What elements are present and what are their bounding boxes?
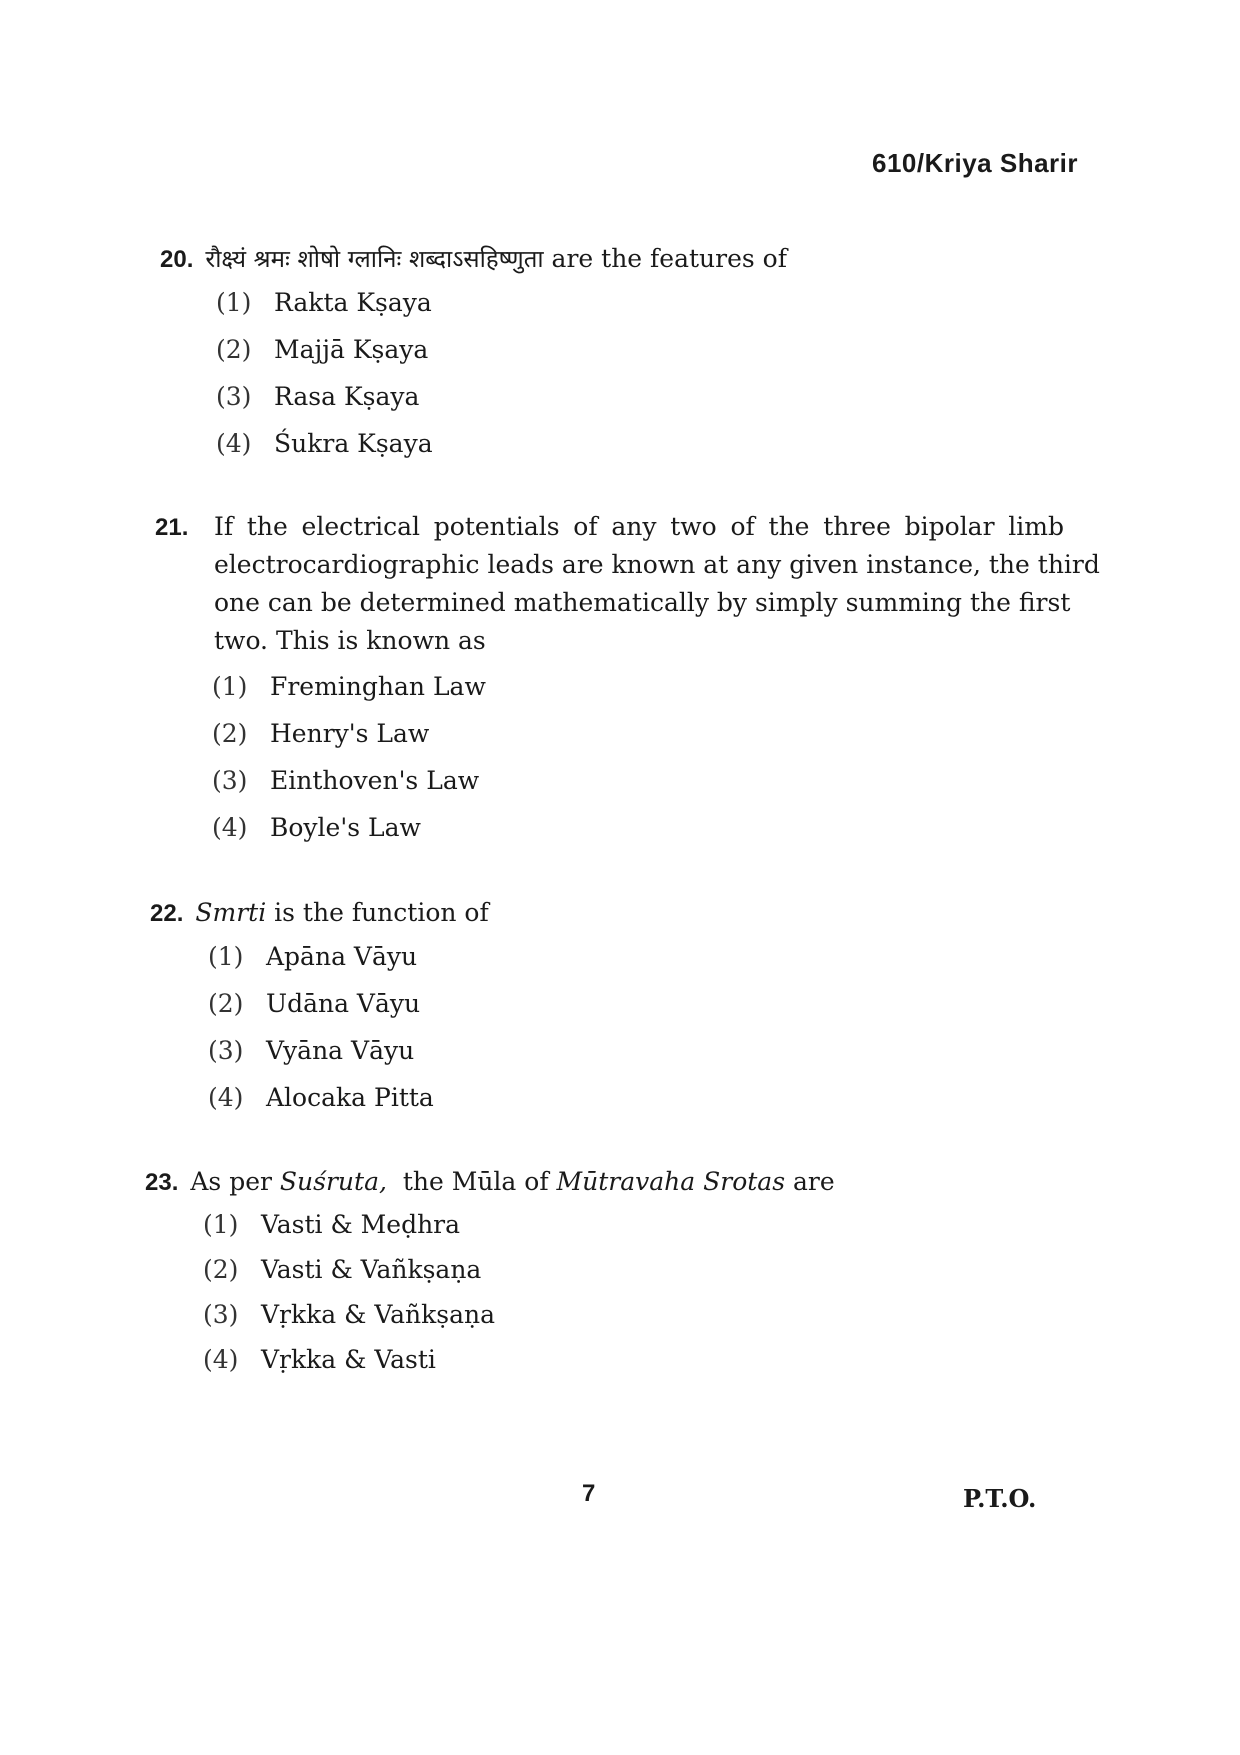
question-italic-term: Suśruta,	[279, 1167, 387, 1196]
option-2	[203, 1253, 481, 1287]
option-number: (2)	[212, 719, 248, 748]
option-3	[203, 1298, 495, 1332]
option-number: (4)	[208, 1083, 244, 1112]
option-2	[216, 333, 428, 367]
please-turn-over: P.T.O.	[963, 1484, 1037, 1513]
question-text-line: electrocardiographic leads are known at any given instance, the third	[214, 550, 1100, 579]
question-text: is the function of	[274, 898, 489, 927]
option-number: (3)	[216, 382, 252, 411]
question-23-stem	[145, 1163, 835, 1202]
option-text: Freminghan Law	[270, 672, 486, 701]
option-4	[208, 1081, 434, 1115]
question-text: are	[793, 1167, 835, 1196]
question-text-line: one can be determined mathematically by simply summing the first	[214, 588, 1071, 617]
option-text: Alocaka Pitta	[266, 1083, 434, 1112]
option-number: (1)	[203, 1210, 239, 1239]
question-text: are the features of	[551, 244, 787, 273]
option-2	[212, 717, 429, 751]
option-number: (3)	[203, 1300, 239, 1329]
option-number: (4)	[212, 813, 248, 842]
page-number: 7	[582, 1480, 596, 1507]
question-italic-term: Smrti	[195, 898, 267, 927]
question-number: 20.	[160, 246, 194, 273]
option-text: Vasti & Vañkṣaṇa	[261, 1255, 482, 1284]
question-number: 23.	[145, 1169, 179, 1196]
option-text: Henry's Law	[270, 719, 430, 748]
option-text: Vṛkka & Vañkṣaṇa	[261, 1300, 496, 1329]
question-22-stem	[150, 894, 489, 933]
option-1	[216, 286, 432, 320]
option-text: Einthoven's Law	[270, 766, 480, 795]
option-1	[208, 940, 417, 974]
option-text: Rasa Kṣaya	[274, 382, 420, 411]
option-4	[216, 427, 433, 461]
question-number: 22.	[150, 900, 184, 927]
question-text: As per	[190, 1167, 272, 1196]
option-number: (4)	[216, 429, 252, 458]
option-number: (3)	[212, 766, 248, 795]
option-number: (2)	[203, 1255, 239, 1284]
option-text: Udāna Vāyu	[266, 989, 421, 1018]
option-text: Śukra Kṣaya	[274, 429, 433, 458]
option-text: Vṛkka & Vasti	[261, 1345, 436, 1374]
option-text: Boyle's Law	[270, 813, 421, 842]
option-number: (1)	[208, 942, 244, 971]
question-italic-term: Mūtravaha Srotas	[556, 1167, 786, 1196]
option-number: (2)	[208, 989, 244, 1018]
option-text: Vyāna Vāyu	[266, 1036, 415, 1065]
option-3	[216, 380, 419, 414]
option-text: Rakta Kṣaya	[274, 288, 432, 317]
question-devanagari-text: रौक्ष्यं श्रमः शोषो ग्लानिः शब्दाऽसहिष्णुता	[205, 245, 544, 273]
option-text: Majjā Kṣaya	[274, 335, 429, 364]
option-4	[212, 811, 421, 845]
question-text-line: If the electrical potentials of any two of the three bipolar limb	[214, 512, 1064, 541]
option-4	[203, 1343, 436, 1377]
option-text: Apāna Vāyu	[266, 942, 418, 971]
question-text: the Mūla of	[402, 1167, 549, 1196]
option-number: (4)	[203, 1345, 239, 1374]
option-2	[208, 987, 420, 1021]
question-number: 21.	[155, 514, 189, 541]
paper-code-header: 610/Kriya Sharir	[871, 148, 1078, 178]
option-number: (1)	[212, 672, 248, 701]
question-text-line: two. This is known as	[214, 626, 486, 655]
option-number: (2)	[216, 335, 252, 364]
option-number: (3)	[208, 1036, 244, 1065]
option-text: Vasti & Meḍhra	[261, 1210, 461, 1239]
option-1	[212, 670, 486, 704]
option-3	[208, 1034, 414, 1068]
option-1	[203, 1208, 460, 1242]
question-20-stem	[160, 240, 787, 279]
option-3	[212, 764, 479, 798]
question-21-line-1	[155, 508, 200, 547]
option-number: (1)	[216, 288, 252, 317]
